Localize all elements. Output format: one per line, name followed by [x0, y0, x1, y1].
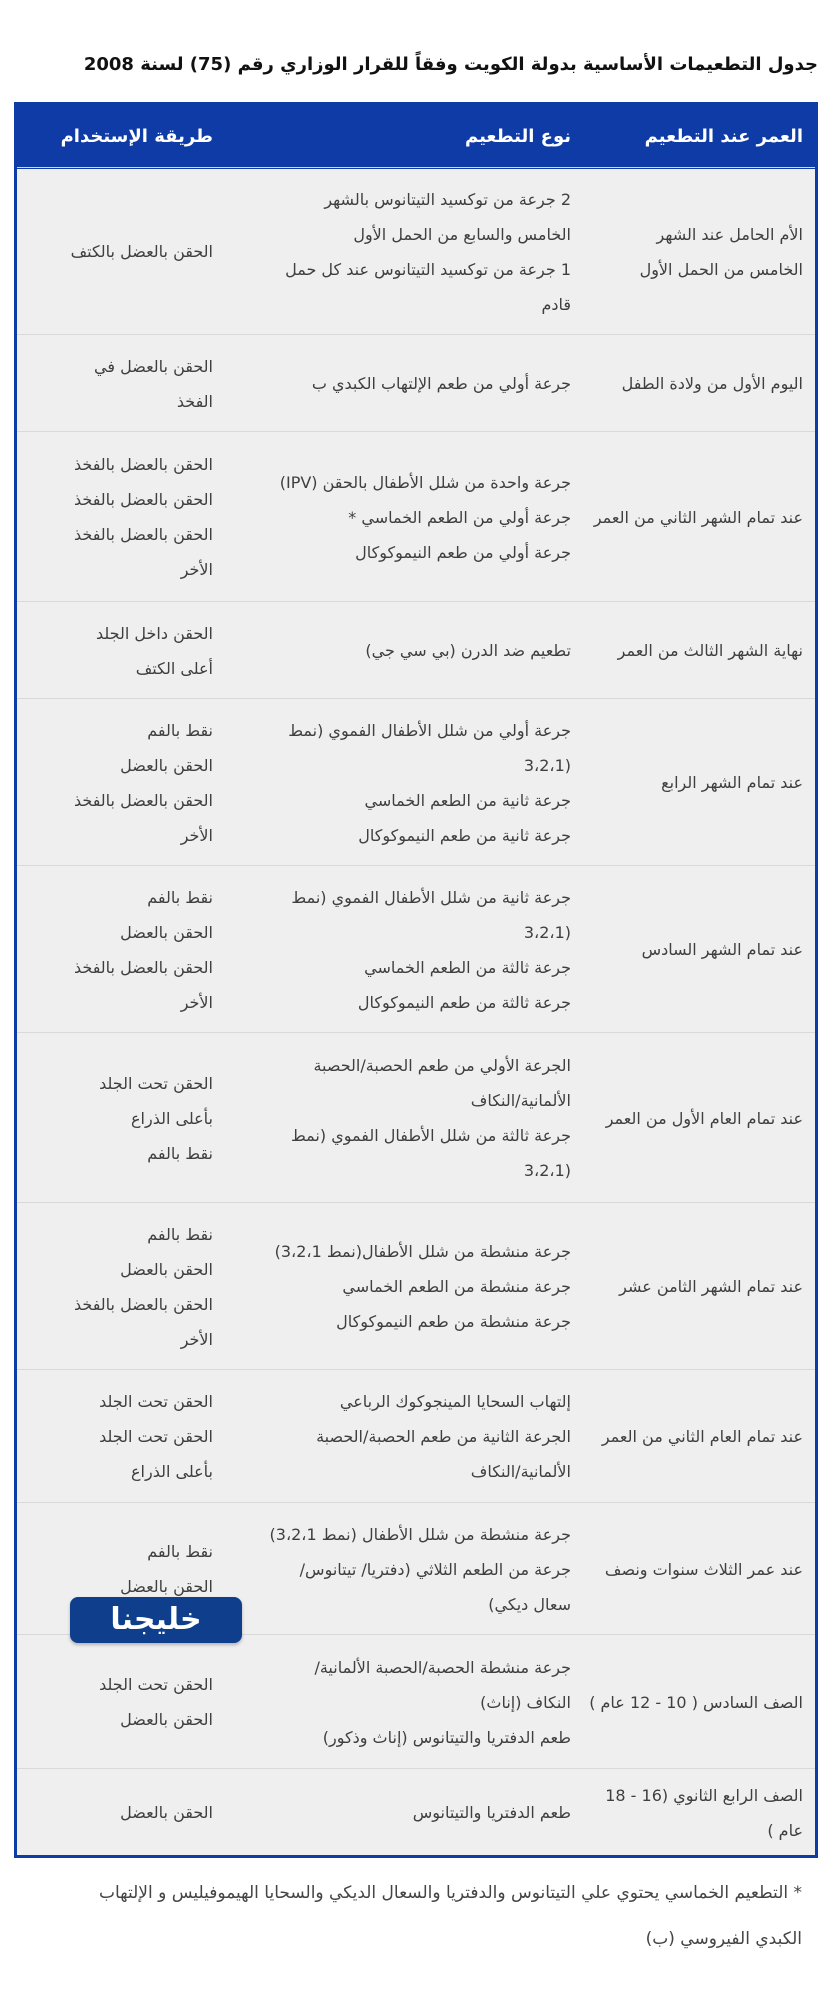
vaccine-cell: [251, 602, 571, 699]
vaccine-cell: [251, 1370, 571, 1503]
vaccine-cell: [251, 1635, 571, 1769]
cell-line: جرعة أولي من طعم الإلتهاب الكبدي ب: [311, 374, 571, 393]
cell-line: نقط بالفم: [147, 1143, 213, 1163]
cell-line: نقط بالفم: [147, 887, 213, 907]
age-cell: [581, 866, 803, 1033]
cell-line: سعال ديكي): [488, 1594, 571, 1614]
cell-line: عند تمام الشهر الثاني من العمر: [593, 507, 803, 527]
cell-line: الصف الرابع الثانوي (16 - 18: [605, 1785, 803, 1805]
cell-line: الأخر: [180, 992, 213, 1012]
cell-line: إلتهاب السحايا المينجوكوك الرباعي: [339, 1392, 571, 1411]
header-vaccine: نوع التطعيم: [464, 126, 571, 147]
age-cell: [581, 1370, 803, 1503]
cell-line: عند عمر الثلاث سنوات ونصف: [604, 1559, 803, 1579]
cell-line: جرعة ثانية من طعم النيموكوكال: [358, 825, 571, 845]
cell-line: نقط بالفم: [147, 720, 213, 740]
vaccination-table: [14, 102, 818, 1858]
cell-line: الحقن بالعضل بالفخذ: [73, 957, 213, 977]
cell-line: جرعة منشطة من شلل الأطفال(نمط 3،2،1): [274, 1242, 571, 1261]
cell-line: جرعة منشطة من شلل الأطفال (نمط 3،2،1): [269, 1524, 571, 1544]
cell-line: جرعة واحدة من شلل الأطفال بالحقن (IPV): [279, 472, 571, 492]
method-cell: [33, 168, 213, 335]
cell-line: جرعة ثالثة من الطعم الخماسي: [364, 957, 571, 977]
age-cell: [581, 1033, 803, 1203]
cell-line: جرعة منشطة من الطعم الخماسي: [342, 1277, 571, 1296]
footnote: [44, 1870, 802, 1962]
cell-line: جرعة ثانية من شلل الأطفال الفموي (نمط: [291, 887, 571, 907]
cell-line: (3،2،1: [523, 922, 571, 942]
cell-line: الحقن تحت الجلد: [99, 1073, 213, 1093]
cell-line: عام ): [767, 1820, 803, 1840]
cell-line: نقط بالفم: [147, 1224, 213, 1244]
table-row: [17, 334, 815, 432]
cell-line: جرعة ثانية من الطعم الخماسي: [364, 790, 571, 810]
age-cell: [581, 432, 803, 602]
cell-line: الحقن بالعضل: [120, 755, 213, 775]
cell-line: الحقن بالعضل بالفخذ: [73, 490, 213, 509]
vaccine-cell: [251, 1203, 571, 1370]
cell-line: جرعة من الطعم الثلاثي (دفتريا/ تيتانوس/: [299, 1559, 571, 1579]
header-age: العمر عند التطعيم: [644, 126, 803, 147]
cell-line: جرعة أولي من طعم النيموكوكال: [355, 542, 571, 562]
method-cell: [33, 432, 213, 602]
age-cell: [581, 1503, 803, 1635]
cell-line: الحقن بالعضل بالفخذ: [73, 455, 213, 474]
method-cell: [33, 699, 213, 866]
vaccine-cell: [251, 1033, 571, 1203]
vaccine-cell: [251, 432, 571, 602]
age-cell: [581, 699, 803, 866]
cell-line: الفخذ: [176, 391, 213, 411]
table-row: [17, 1768, 815, 1856]
table-row: [17, 1202, 815, 1370]
cell-line: عند تمام الشهر السادس: [641, 940, 803, 959]
document-title: جدول التطعيمات الأساسية بدولة الكويت وفقاً للقرار الوزاري رقم (75) لسنة 2008: [83, 54, 818, 75]
cell-line: الحقن تحت الجلد: [99, 1392, 213, 1411]
cell-line: طعم الدفتريا والتيتانوس (إناث وذكور): [322, 1727, 571, 1747]
cell-line: الحقن داخل الجلد: [95, 623, 213, 643]
cell-line: عند تمام العام الثاني من العمر: [601, 1427, 803, 1446]
cell-line: (3،2،1: [523, 755, 571, 775]
cell-line: الحقن بالعضل بالفخذ: [73, 525, 213, 544]
method-cell: [33, 1635, 213, 1769]
cell-line: الحقن بالعضل بالكتف: [70, 242, 213, 261]
footnote-line: الكبدي الفيروسي (ب): [645, 1929, 802, 1949]
method-cell: [33, 1769, 213, 1856]
cell-line: الخامس من الحمل الأول: [639, 259, 803, 279]
method-cell: [33, 1370, 213, 1503]
table-row: [17, 167, 815, 335]
age-cell: [581, 1635, 803, 1769]
site-logo-watermark: خليجنا: [70, 1597, 242, 1643]
cell-line: بأعلى الذراع: [130, 1462, 213, 1481]
method-cell: [33, 1033, 213, 1203]
cell-line: الأخر: [180, 1329, 213, 1349]
vaccine-cell: [251, 168, 571, 335]
cell-line: الألمانية/النكاف: [470, 1091, 571, 1110]
cell-line: الحقن بالعضل: [120, 922, 213, 942]
cell-line: الأخر: [180, 560, 213, 579]
cell-line: الحقن بالعضل: [120, 1577, 213, 1596]
cell-line: الألمانية/النكاف: [470, 1462, 571, 1481]
cell-line: عند تمام الشهر الرابع: [661, 773, 803, 792]
cell-line: الحقن تحت الجلد: [99, 1675, 213, 1694]
cell-line: أعلى الكتف: [135, 658, 213, 678]
cell-line: النكاف (إناث): [480, 1692, 571, 1712]
age-cell: [581, 168, 803, 335]
vaccine-cell: [251, 1769, 571, 1856]
header-method: طريقة الإستخدام: [60, 126, 213, 147]
age-cell: [581, 335, 803, 432]
age-cell: [581, 1769, 803, 1856]
table-row: [17, 865, 815, 1033]
cell-line: الحقن بالعضل في: [94, 356, 213, 376]
cell-line: تطعيم ضد الدرن (بي سي جي): [365, 641, 571, 660]
vaccine-cell: [251, 699, 571, 866]
cell-line: اليوم الأول من ولادة الطفل: [621, 374, 803, 393]
table-row: [17, 698, 815, 866]
table-row: [17, 601, 815, 699]
cell-line: الأم الحامل عند الشهر: [656, 224, 803, 244]
cell-line: الحقن تحت الجلد: [99, 1427, 213, 1446]
cell-line: عند تمام العام الأول من العمر: [605, 1108, 803, 1128]
cell-line: قادم: [541, 294, 571, 314]
cell-line: (3،2،1: [523, 1161, 571, 1180]
cell-line: جرعة منشطة من طعم النيموكوكال: [336, 1312, 571, 1331]
method-cell: [33, 1203, 213, 1370]
cell-line: الحقن بالعضل: [120, 1803, 213, 1822]
cell-line: نقط بالفم: [147, 1542, 213, 1561]
age-cell: [581, 1203, 803, 1370]
vaccine-cell: [251, 1503, 571, 1635]
method-cell: [33, 602, 213, 699]
cell-line: الجرعة الأولي من طعم الحصبة/الحصبة: [313, 1056, 571, 1075]
cell-line: الصف السادس ( 10 - 12 عام ): [589, 1692, 803, 1712]
table-row: [17, 1634, 815, 1769]
cell-line: الحقن بالعضل: [120, 1710, 213, 1729]
vaccine-cell: [251, 335, 571, 432]
cell-line: طعم الدفتريا والتيتانوس: [412, 1803, 571, 1822]
cell-line: الجرعة الثانية من طعم الحصبة/الحصبة: [316, 1427, 571, 1446]
cell-line: جرعة ثالثة من شلل الأطفال الفموي (نمط: [290, 1126, 571, 1145]
cell-line: عند تمام الشهر الثامن عشر: [619, 1277, 803, 1296]
cell-line: الخامس والسابع من الحمل الأول: [353, 224, 571, 244]
cell-line: جرعة ثالثة من طعم النيموكوكال: [357, 992, 571, 1012]
method-cell: [33, 335, 213, 432]
table-header: [17, 105, 815, 169]
cell-line: جرعة منشطة الحصبة/الحصبة الألمانية/: [314, 1657, 571, 1677]
cell-line: الحقن بالعضل: [120, 1259, 213, 1279]
table-row: [17, 1369, 815, 1503]
cell-line: 1 جرعة من توكسيد التيتانوس عند كل حمل: [285, 259, 571, 279]
cell-line: بأعلى الذراع: [130, 1108, 213, 1128]
cell-line: الأخر: [180, 825, 213, 845]
cell-line: الحقن بالعضل بالفخذ: [73, 790, 213, 810]
vaccine-cell: [251, 866, 571, 1033]
footnote-line: * التطعيم الخماسي يحتوي علي التيتانوس والدفتريا والسعال الديكي والسحايا الهيموفيليس و الإلتهاب: [98, 1883, 802, 1903]
table-row: [17, 1032, 815, 1203]
cell-line: نهاية الشهر الثالث من العمر: [617, 641, 803, 660]
cell-line: جرعة أولي من شلل الأطفال الفموي (نمط: [288, 720, 571, 740]
table-row: [17, 431, 815, 602]
cell-line: جرعة أولي من الطعم الخماسي *: [348, 507, 571, 527]
cell-line: الحقن بالعضل بالفخذ: [73, 1294, 213, 1314]
method-cell: [33, 866, 213, 1033]
cell-line: 2 جرعة من توكسيد التيتانوس بالشهر: [324, 189, 571, 209]
age-cell: [581, 602, 803, 699]
